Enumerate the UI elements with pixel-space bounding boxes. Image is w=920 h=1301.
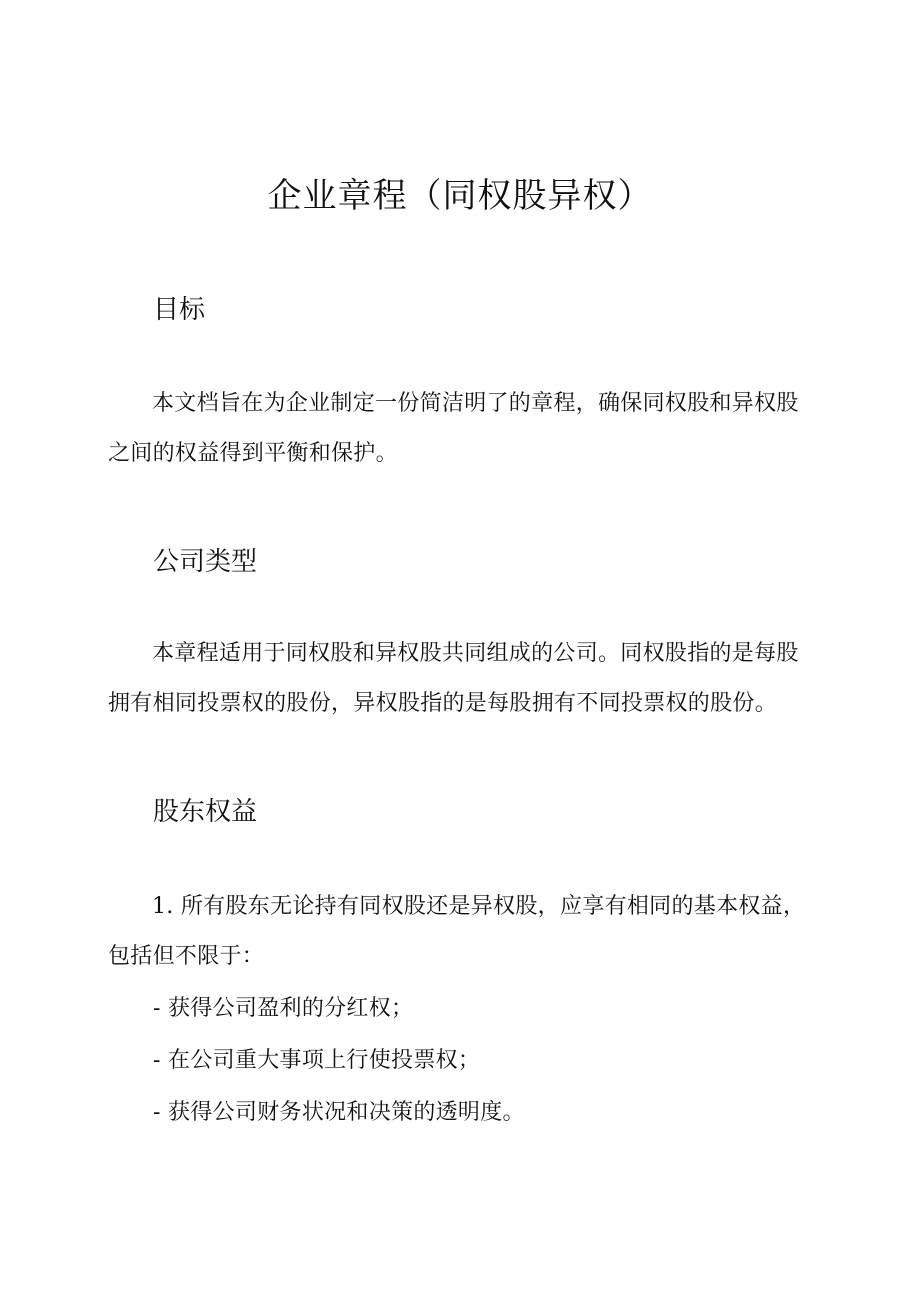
section-heading-shareholder-rights: 股东权益 [153,797,258,827]
section-paragraph-company-type: 本章程适用于同权股和异权股共同组成的公司。同权股指的是每股拥有相同投票权的股份，异权股指的是每股拥有不同投票权的股份。 [108,641,799,716]
document-title: 企业章程（同权股异权） [267,176,653,216]
list-item: - 在公司重大事项上行使投票权； [153,1048,481,1073]
section-paragraph-goal: 本文档旨在为企业制定一份简洁明了的章程，确保同权股和异权股之间的权益得到平衡和保护。 [108,391,799,466]
list-item: - 获得公司财务状况和决策的透明度。 [153,1100,525,1125]
section-paragraph-shareholder-rights: 1. 所有股东无论持有同权股还是异权股，应享有相同的基本权益，包括但不限于： [108,894,806,969]
section-heading-company-type: 公司类型 [153,547,258,577]
section-heading-goal: 目标 [153,295,206,325]
list-item: - 获得公司盈利的分红权； [153,996,414,1021]
